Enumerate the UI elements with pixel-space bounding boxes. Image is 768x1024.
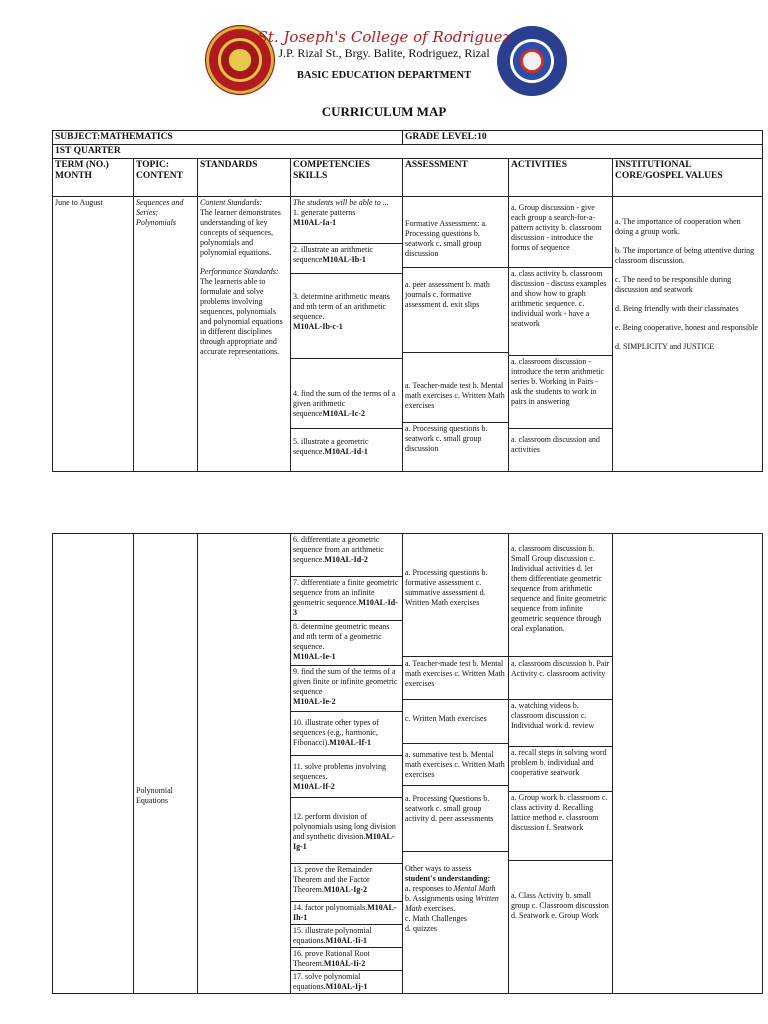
topic-cell: Sequences and Series; Polynomials [134,197,198,472]
department-name: BASIC EDUCATION DEPARTMENT [296,70,472,81]
quarter-cell: 1ST QUARTER [53,145,763,159]
assessment-cell-2: a. Processing questions b. formative assessment c. summative assessment d. Written Math exercises a. Teacher-made test b. Mental math exercises c. Written Math exercises c. Written Math exercises a. summative test b. Mental math exercises c. Written Math exercises a. Processing Questions b. seatwork c. small group activity d. peer assessments Other ways to assess student's understanding: a. responses to Mental Math b. Assignments using Written Math exercises. c. Math Challenges d. quizzes [403,534,509,994]
col-header-values: INSTITUTIONAL CORE/GOSPEL VALUES [613,159,763,197]
school-address: J.P. Rizal St., Brgy. Balite, Rodriguez, Rizal [278,46,490,60]
competencies-cell-2: 6. differentiate a geometric sequence from an arithmetic sequence.M10AL-Id-2 7. differentiate a finite geometric sequence from an infinite geometric sequence.M10AL-Id-3 8. determine geometric means and nth term of a geometric sequence. M10AL-Ie-1 9. find the sum of the terms of a given finite or infinite geometric sequence M10AL-Ie-2 10. illustrate other types of sequences (e.g., harmonic, Fibonacci).M10AL-If-1 11. solve problems involving sequences. M10AL-If-2 12. perform division of polynomials using long division and synthetic division.M10AL-Ig-1 13. prove the Remainder Theorem and the Factor Theorem.M10AL-Ig-2 14. factor polynomials.M10AL-Ih-1 15. illustrate polynomial equations.M10AL-Ii-1 16. prove Rational Root Theorem.M10AL-Ii-2 17. solve polynomial equations.M10AL-Ij-1 [291,534,403,994]
topic-cell-2: Polynomial Equations [134,534,198,994]
curriculum-table-page2 [52,533,763,994]
activities-cell-2: a. classroom discussion b. Small Group discussion c. Individual activities d. let them differentiate geometric sequence from arithmetic sequence and finite geometric sequence from infinite geometric sequence through oral explanation. a. classroom discussion b. Pair Activity c. classroom activity a. watching videos b. classroom discussion c. Individual work d. review a. recall steps in solving word problem b. individual and cooperative seatwork a. Group work b. classroom c. class activity d. Recalling lattice method e. classroom discussion f. Seatwork a. Class Activity b. small group c. Classroom discussion d. Seatwork e. Group Work [509,534,613,994]
col-header-assessment: ASSESSMENT [403,159,509,197]
grade-level-cell: GRADE LEVEL:10 [403,131,763,145]
school-name: St. Joseph's College of Rodriguez [257,28,511,46]
activities-cell: a. Group discussion - give each group a search-for-a-pattern activity b. classroom discussion - introduce the forms of sequence a. class activity b. classroom discussion - discuss examples and show how to graph arithmetic sequence. c. individual work - have a seatwork a. classroom discussion - introduce the term arithmetic series b. Working in Pairs - ask the students to work in pairs in answering a. classroom discussion and activities [509,197,613,472]
assessment-cell: Formative Assessment: a. Processing questions b. seatwork c. small group discussion a. peer assessment b. math journals c. formative assessment d. exit slips a. Teacher-made test b. Mental math exercises c. Written Math exercises a. Processing questions b. seatwork c. small group discussion [403,197,509,472]
curriculum-table-page1 [52,130,763,472]
standards-cell: Content Standards: The learner demonstrates understanding of key concepts of sequences, polynomials and polynomial equations. Performance Standards: The learneris able to formulate and solve problems involving sequences, polynomials and polynomial equations in different disciplines through appropriate and accurate representations. [198,197,291,472]
col-header-topic: TOPIC: CONTENT [134,159,198,197]
term-cell: June to August [53,197,134,472]
col-header-activities: ACTIVITIES [509,159,613,197]
values-cell: a. The importance of cooperation when doing a group work. b. The importance of being attentive during classroom discussion. c. The need to be responsible during discussion and seatwork d. Being friendly with their classmates e. Being cooperative, honest and responsible d. SIMPLICITY and JUSTICE [613,197,763,472]
col-header-competencies: COMPETENCIES SKILLS [291,159,403,197]
subject-cell: SUBJECT:MATHEMATICS [53,131,403,145]
col-header-term: TERM (NO.) MONTH [53,159,134,197]
document-title: CURRICULUM MAP [321,104,447,119]
document-header [0,0,768,130]
col-header-standards: STANDARDS [198,159,291,197]
competencies-cell: The students will be able to ... 1. generate patterns M10AL-Ia-1 2. illustrate an arithmetic sequenceM10AL-Ib-1 3. determine arithmetic means and nth term of an arithmetic sequence. M10AL-Ib-c-1 4. find the sum of the terms of a given arithmetic sequenceM10AL-Ic-2 5. illustrate a geometric sequence.M10AL-Id-1 [291,197,403,472]
